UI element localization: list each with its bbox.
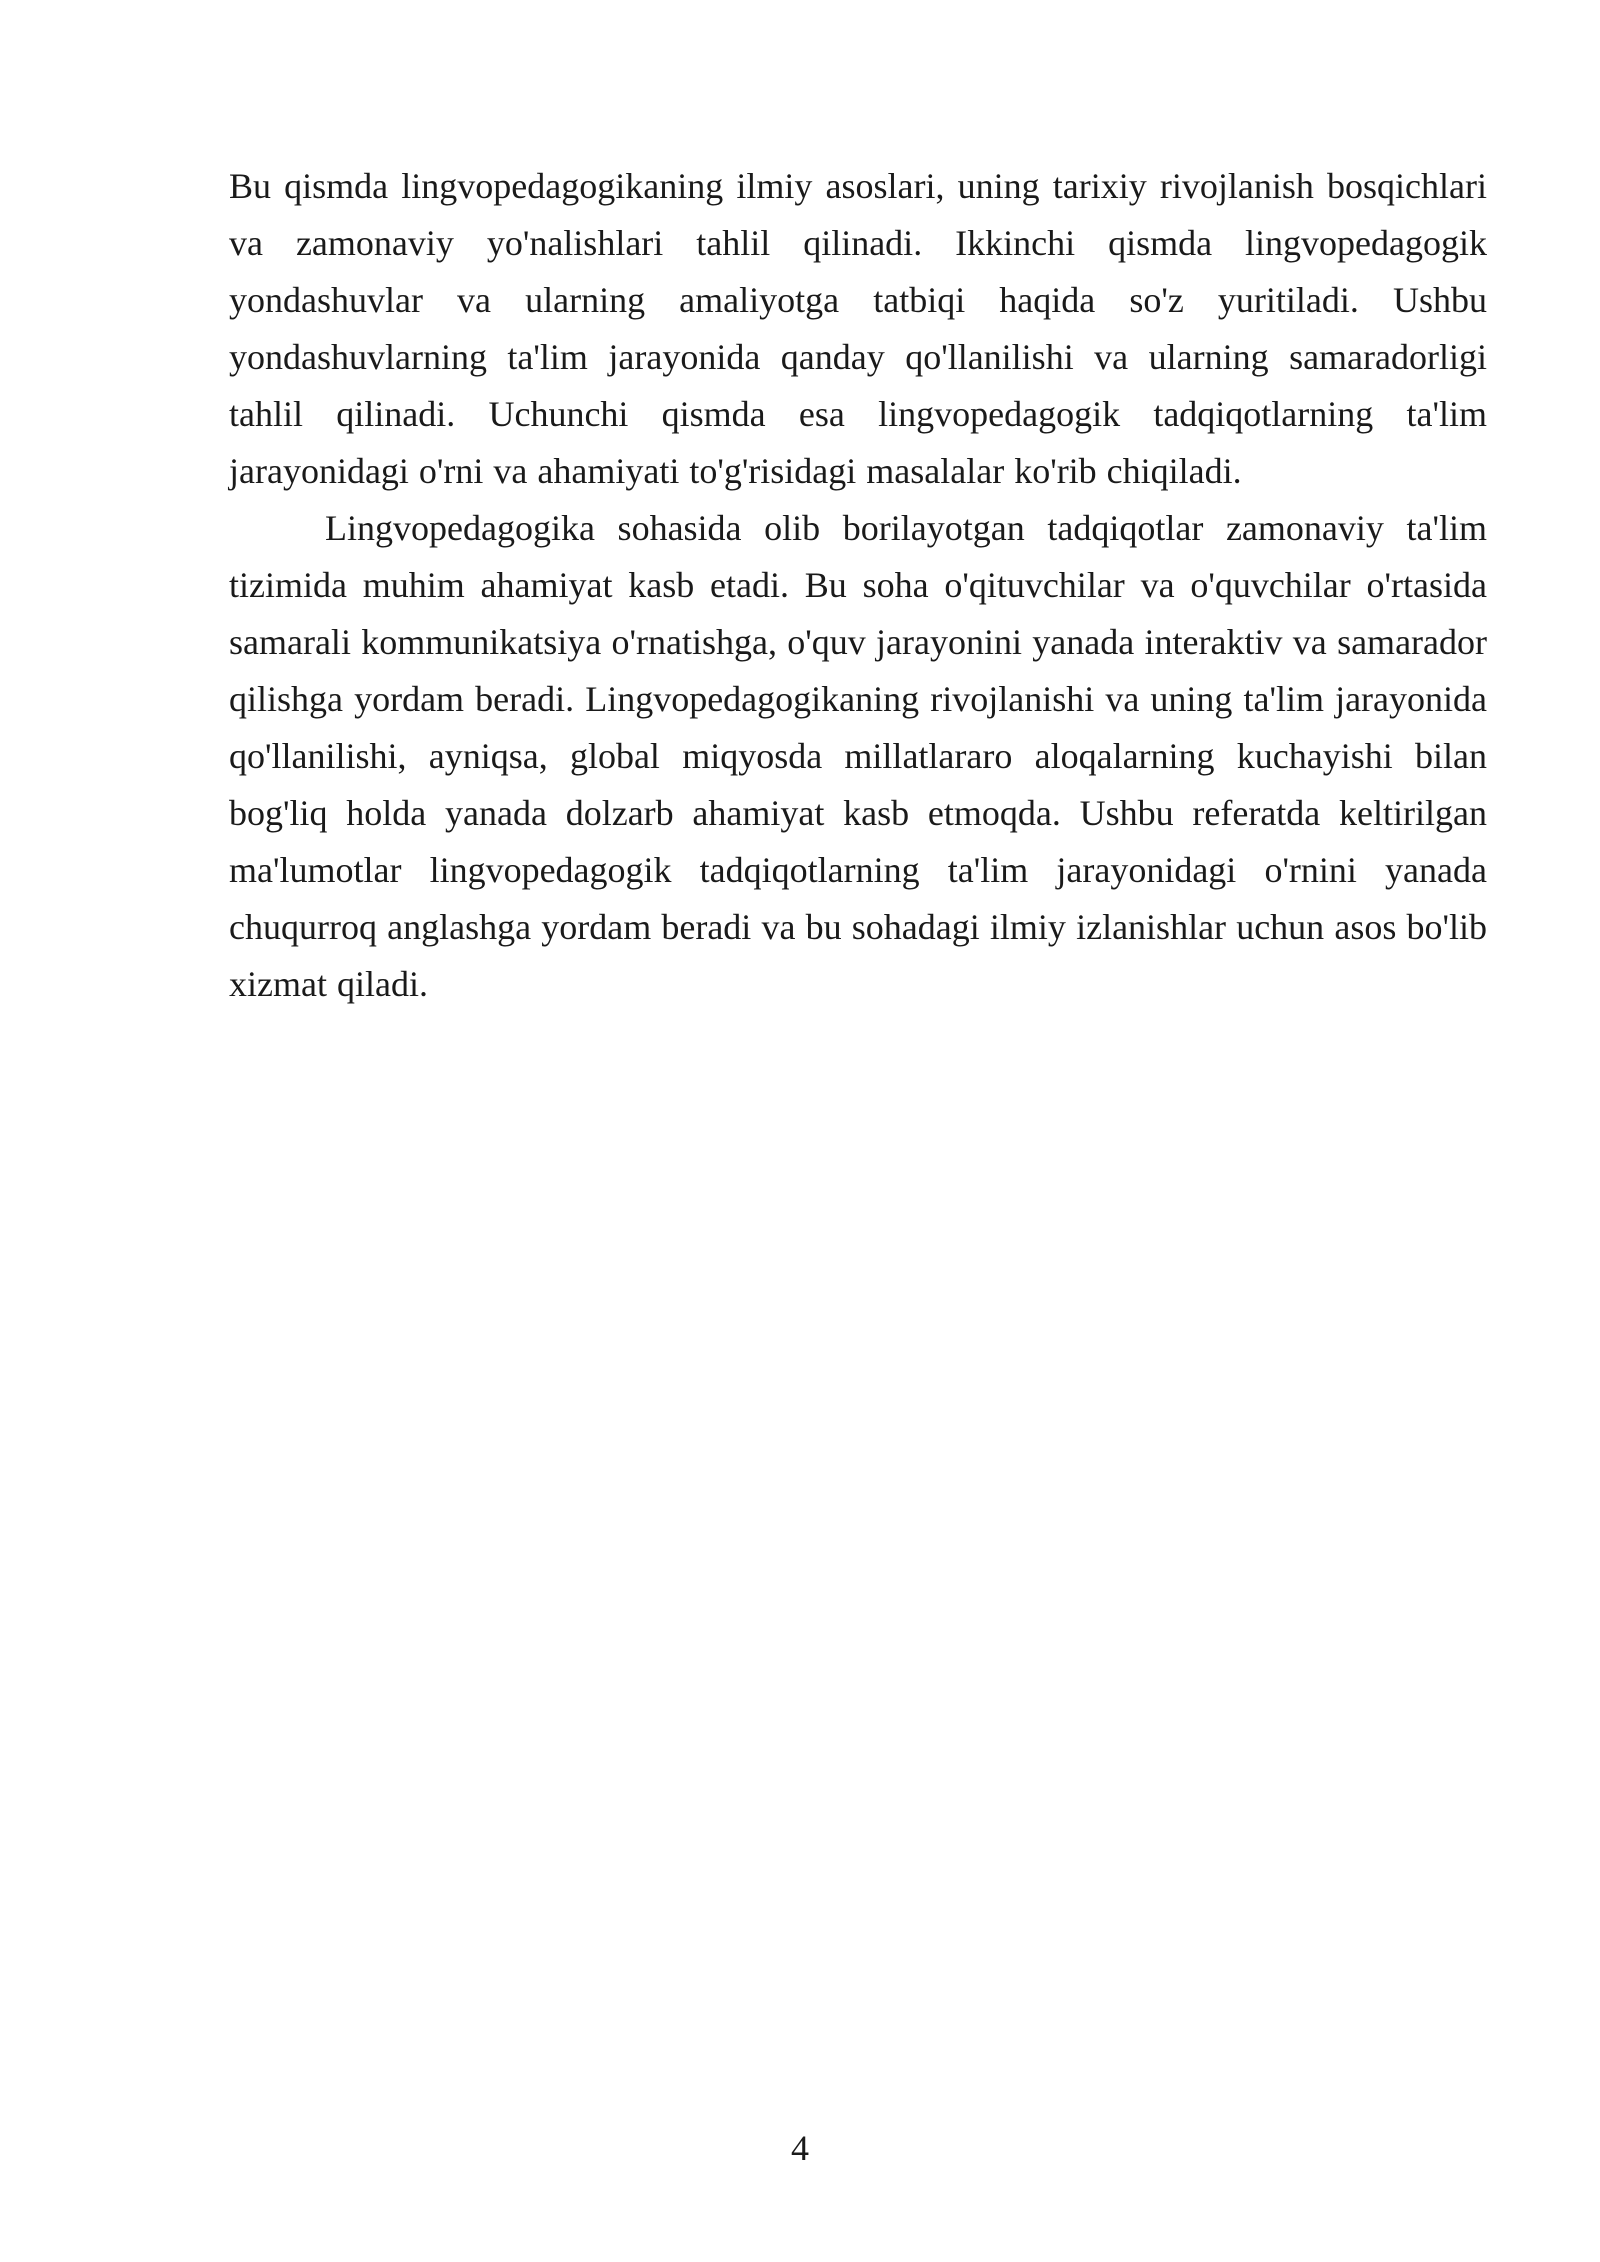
page-number: 4 <box>791 2128 809 2168</box>
paragraph-2: Lingvopedagogika sohasida olib borilayotgan tadqiqotlar zamonaviy ta'lim tizimida muhim ahamiyat kasb etadi. Bu soha o'qituvchilar va o'quvchilar o'rtasida samarali kommunikatsiya o'rnatishga, o'quv jarayonini yanada interaktiv va samarador qilishga yordam beradi. Lingvopedagogikaning rivojlanishi va uning ta'lim jarayonida qo'llanilishi, ayniqsa, global miqyosda millatlararo aloqalarning kuchayishi bilan bog'liq holda yanada dolzarb ahamiyat kasb etmoqda. Ushbu referatda keltirilgan ma'lumotlar lingvopedagogik tadqiqotlarning ta'lim jarayonidagi o'rnini yanada chuqurroq anglashga yordam beradi va bu sohadagi ilmiy izlanishlar uchun asos bo'lib xizmat qiladi. <box>229 508 1487 1004</box>
paragraph-1: Bu qismda lingvopedagogikaning ilmiy asoslari, uning tarixiy rivojlanish bosqichlari va zamonaviy yo'nalishlari tahlil qilinadi. Ikkinchi qismda lingvopedagogik yondashuvlar va ularning amaliyotga tatbiqi haqida so'z yuritiladi. Ushbu yondashuvlarning ta'lim jarayonida qanday qo'llanilishi va ularning samaradorligi tahlil qilinadi. Uchunchi qismda esa lingvopedagogik tadqiqotlarning ta'lim jarayonidagi o'rni va ahamiyati to'g'risidagi masalalar ko'rib chiqiladi. <box>229 166 1487 491</box>
body-text <box>229 158 1487 1013</box>
